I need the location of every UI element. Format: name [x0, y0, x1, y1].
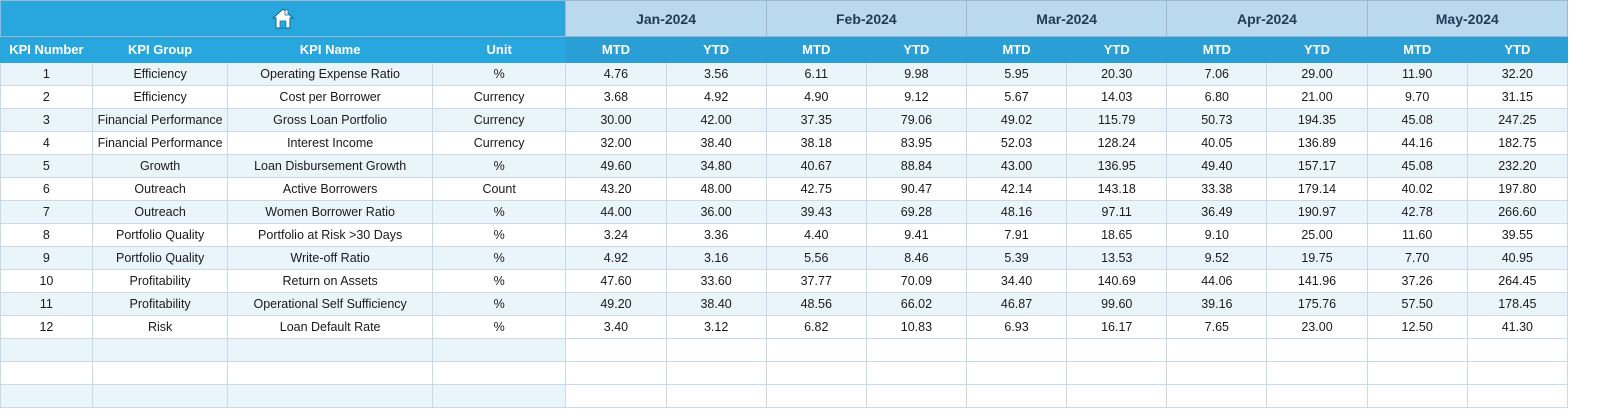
- cell-feb-ytd: 9.12: [866, 86, 966, 109]
- cell-mar-mtd: 5.39: [966, 247, 1066, 270]
- cell-jan-ytd: 38.40: [666, 132, 766, 155]
- cell-feb-mtd: 40.67: [766, 155, 866, 178]
- sheet-bottom-strip: [0, 408, 1568, 418]
- table-row: [1, 109, 1568, 132]
- cell-jan-ytd: 38.40: [666, 293, 766, 316]
- cell-kpi-group: Efficiency: [92, 63, 228, 86]
- cell-empty: [228, 385, 432, 408]
- cell-empty: [92, 385, 228, 408]
- cell-may-mtd: 42.78: [1367, 201, 1467, 224]
- cell-empty: [1267, 339, 1367, 362]
- cell-jan-mtd: 49.20: [566, 293, 666, 316]
- cell-kpi-group: Profitability: [92, 293, 228, 316]
- cell-mar-ytd: 16.17: [1067, 316, 1167, 339]
- cell-kpi-name: Operational Self Sufficiency: [228, 293, 432, 316]
- cell-kpi-name: Active Borrowers: [228, 178, 432, 201]
- cell-jan-mtd: 3.68: [566, 86, 666, 109]
- cell-kpi-group: Portfolio Quality: [92, 224, 228, 247]
- cell-kpi-number: 11: [1, 293, 93, 316]
- cell-mar-ytd: 115.79: [1067, 109, 1167, 132]
- cell-kpi-number: 12: [1, 316, 93, 339]
- cell-apr-ytd: 190.97: [1267, 201, 1367, 224]
- cell-feb-mtd: 5.56: [766, 247, 866, 270]
- column-header-feb-ytd[interactable]: YTD: [866, 37, 966, 63]
- cell-empty: [666, 339, 766, 362]
- cell-kpi-number: 2: [1, 86, 93, 109]
- table-row: [1, 316, 1568, 339]
- column-header-mar-ytd[interactable]: YTD: [1067, 37, 1167, 63]
- cell-empty: [866, 385, 966, 408]
- cell-mar-ytd: 97.11: [1067, 201, 1167, 224]
- month-band-mar: Mar-2024: [966, 1, 1166, 37]
- cell-may-ytd: 39.55: [1467, 224, 1567, 247]
- cell-mar-mtd: 46.87: [966, 293, 1066, 316]
- cell-mar-mtd: 5.95: [966, 63, 1066, 86]
- cell-empty: [1067, 362, 1167, 385]
- cell-unit: %: [432, 316, 566, 339]
- cell-unit: %: [432, 270, 566, 293]
- cell-mar-mtd: 43.00: [966, 155, 1066, 178]
- cell-empty: [1367, 339, 1467, 362]
- cell-mar-ytd: 143.18: [1067, 178, 1167, 201]
- cell-empty: [1467, 362, 1567, 385]
- cell-empty: [1367, 385, 1467, 408]
- cell-kpi-name: Write-off Ratio: [228, 247, 432, 270]
- cell-may-mtd: 12.50: [1367, 316, 1467, 339]
- cell-feb-mtd: 37.35: [766, 109, 866, 132]
- cell-feb-ytd: 8.46: [866, 247, 966, 270]
- cell-kpi-name: Portfolio at Risk >30 Days: [228, 224, 432, 247]
- cell-jan-ytd: 36.00: [666, 201, 766, 224]
- column-header-apr-ytd[interactable]: YTD: [1267, 37, 1367, 63]
- cell-unit: Currency: [432, 132, 566, 155]
- cell-empty: [666, 385, 766, 408]
- cell-apr-mtd: 7.06: [1167, 63, 1267, 86]
- cell-apr-ytd: 19.75: [1267, 247, 1367, 270]
- cell-kpi-name: Return on Assets: [228, 270, 432, 293]
- cell-may-ytd: 247.25: [1467, 109, 1567, 132]
- cell-jan-mtd: 49.60: [566, 155, 666, 178]
- cell-feb-ytd: 70.09: [866, 270, 966, 293]
- cell-may-mtd: 11.90: [1367, 63, 1467, 86]
- cell-empty: [1367, 362, 1467, 385]
- cell-may-ytd: 182.75: [1467, 132, 1567, 155]
- cell-empty: [92, 339, 228, 362]
- cell-empty: [566, 339, 666, 362]
- cell-empty: [766, 385, 866, 408]
- cell-unit: Currency: [432, 86, 566, 109]
- cell-empty: [766, 362, 866, 385]
- cell-unit: Currency: [432, 109, 566, 132]
- cell-may-ytd: 31.15: [1467, 86, 1567, 109]
- logo-cell[interactable]: [1, 1, 566, 37]
- cell-jan-mtd: 4.92: [566, 247, 666, 270]
- cell-feb-mtd: 6.11: [766, 63, 866, 86]
- cell-empty: [1, 362, 93, 385]
- month-band-jan: Jan-2024: [566, 1, 766, 37]
- table-row: [1, 224, 1568, 247]
- cell-may-mtd: 40.02: [1367, 178, 1467, 201]
- home-icon[interactable]: [270, 6, 296, 32]
- cell-apr-mtd: 49.40: [1167, 155, 1267, 178]
- column-header-kpi-name[interactable]: KPI Name: [228, 37, 432, 63]
- cell-apr-mtd: 33.38: [1167, 178, 1267, 201]
- cell-mar-mtd: 6.93: [966, 316, 1066, 339]
- cell-feb-ytd: 69.28: [866, 201, 966, 224]
- cell-kpi-name: Loan Default Rate: [228, 316, 432, 339]
- cell-feb-mtd: 6.82: [766, 316, 866, 339]
- table-row: [1, 63, 1568, 86]
- cell-empty: [866, 339, 966, 362]
- cell-empty: [432, 385, 566, 408]
- cell-empty: [966, 339, 1066, 362]
- cell-kpi-group: Financial Performance: [92, 109, 228, 132]
- cell-jan-ytd: 4.92: [666, 86, 766, 109]
- cell-apr-ytd: 21.00: [1267, 86, 1367, 109]
- column-header-kpi-number[interactable]: KPI Number: [1, 37, 93, 63]
- month-band-row: [1, 1, 1568, 37]
- cell-kpi-number: 1: [1, 63, 93, 86]
- column-header-may-ytd[interactable]: YTD: [1467, 37, 1567, 63]
- cell-kpi-group: Outreach: [92, 201, 228, 224]
- cell-empty: [966, 362, 1066, 385]
- cell-empty: [966, 385, 1066, 408]
- cell-kpi-number: 10: [1, 270, 93, 293]
- table-row: [1, 132, 1568, 155]
- cell-jan-mtd: 4.76: [566, 63, 666, 86]
- cell-empty: [432, 362, 566, 385]
- cell-may-ytd: 40.95: [1467, 247, 1567, 270]
- cell-feb-ytd: 66.02: [866, 293, 966, 316]
- month-band-feb: Feb-2024: [766, 1, 966, 37]
- cell-may-mtd: 57.50: [1367, 293, 1467, 316]
- cell-kpi-name: Operating Expense Ratio: [228, 63, 432, 86]
- cell-may-ytd: 264.45: [1467, 270, 1567, 293]
- cell-jan-mtd: 3.24: [566, 224, 666, 247]
- cell-kpi-name: Gross Loan Portfolio: [228, 109, 432, 132]
- cell-apr-mtd: 40.05: [1167, 132, 1267, 155]
- cell-jan-mtd: 47.60: [566, 270, 666, 293]
- cell-kpi-group: Profitability: [92, 270, 228, 293]
- cell-kpi-name: Interest Income: [228, 132, 432, 155]
- cell-empty: [566, 362, 666, 385]
- cell-empty: [1267, 362, 1367, 385]
- cell-kpi-number: 8: [1, 224, 93, 247]
- cell-unit: Count: [432, 178, 566, 201]
- cell-mar-mtd: 49.02: [966, 109, 1066, 132]
- cell-may-mtd: 37.26: [1367, 270, 1467, 293]
- cell-kpi-name: Women Borrower Ratio: [228, 201, 432, 224]
- cell-feb-ytd: 9.41: [866, 224, 966, 247]
- cell-feb-ytd: 88.84: [866, 155, 966, 178]
- table-row: [1, 155, 1568, 178]
- month-band-apr: Apr-2024: [1167, 1, 1367, 37]
- cell-jan-ytd: 48.00: [666, 178, 766, 201]
- column-header-jan-ytd[interactable]: YTD: [666, 37, 766, 63]
- cell-may-mtd: 45.08: [1367, 155, 1467, 178]
- cell-kpi-name: Cost per Borrower: [228, 86, 432, 109]
- cell-mar-mtd: 5.67: [966, 86, 1066, 109]
- cell-feb-mtd: 39.43: [766, 201, 866, 224]
- cell-may-mtd: 45.08: [1367, 109, 1467, 132]
- cell-empty: [566, 385, 666, 408]
- cell-unit: %: [432, 63, 566, 86]
- cell-jan-ytd: 3.12: [666, 316, 766, 339]
- cell-jan-mtd: 44.00: [566, 201, 666, 224]
- cell-mar-ytd: 99.60: [1067, 293, 1167, 316]
- cell-empty: [432, 339, 566, 362]
- cell-jan-ytd: 3.16: [666, 247, 766, 270]
- cell-mar-mtd: 48.16: [966, 201, 1066, 224]
- table-row-empty: [1, 385, 1568, 408]
- cell-empty: [866, 362, 966, 385]
- cell-kpi-name: Loan Disbursement Growth: [228, 155, 432, 178]
- cell-may-ytd: 32.20: [1467, 63, 1567, 86]
- cell-feb-mtd: 38.18: [766, 132, 866, 155]
- cell-kpi-number: 5: [1, 155, 93, 178]
- cell-feb-ytd: 9.98: [866, 63, 966, 86]
- cell-mar-ytd: 128.24: [1067, 132, 1167, 155]
- cell-mar-ytd: 20.30: [1067, 63, 1167, 86]
- cell-empty: [1067, 339, 1167, 362]
- cell-feb-ytd: 90.47: [866, 178, 966, 201]
- cell-empty: [1167, 362, 1267, 385]
- cell-apr-mtd: 7.65: [1167, 316, 1267, 339]
- cell-empty: [1167, 385, 1267, 408]
- cell-jan-mtd: 32.00: [566, 132, 666, 155]
- cell-apr-ytd: 175.76: [1267, 293, 1367, 316]
- cell-kpi-group: Financial Performance: [92, 132, 228, 155]
- cell-mar-ytd: 14.03: [1067, 86, 1167, 109]
- cell-feb-ytd: 83.95: [866, 132, 966, 155]
- cell-unit: %: [432, 155, 566, 178]
- cell-jan-mtd: 43.20: [566, 178, 666, 201]
- table-row: [1, 178, 1568, 201]
- cell-mar-mtd: 34.40: [966, 270, 1066, 293]
- cell-empty: [228, 339, 432, 362]
- column-header-mar-mtd[interactable]: MTD: [966, 37, 1066, 63]
- cell-kpi-number: 7: [1, 201, 93, 224]
- cell-unit: %: [432, 224, 566, 247]
- column-header-kpi-group[interactable]: KPI Group: [92, 37, 228, 63]
- cell-empty: [1467, 339, 1567, 362]
- cell-mar-ytd: 140.69: [1067, 270, 1167, 293]
- cell-apr-mtd: 9.52: [1167, 247, 1267, 270]
- cell-unit: %: [432, 201, 566, 224]
- cell-kpi-group: Efficiency: [92, 86, 228, 109]
- cell-apr-mtd: 9.10: [1167, 224, 1267, 247]
- cell-jan-ytd: 34.80: [666, 155, 766, 178]
- cell-kpi-number: 3: [1, 109, 93, 132]
- cell-empty: [92, 362, 228, 385]
- cell-feb-mtd: 42.75: [766, 178, 866, 201]
- cell-kpi-group: Growth: [92, 155, 228, 178]
- cell-unit: %: [432, 293, 566, 316]
- cell-mar-ytd: 18.65: [1067, 224, 1167, 247]
- cell-empty: [766, 339, 866, 362]
- cell-may-mtd: 7.70: [1367, 247, 1467, 270]
- cell-empty: [1267, 385, 1367, 408]
- cell-jan-mtd: 30.00: [566, 109, 666, 132]
- cell-empty: [1067, 385, 1167, 408]
- cell-may-mtd: 44.16: [1367, 132, 1467, 155]
- cell-feb-ytd: 79.06: [866, 109, 966, 132]
- cell-may-mtd: 11.60: [1367, 224, 1467, 247]
- cell-may-ytd: 41.30: [1467, 316, 1567, 339]
- cell-empty: [1167, 339, 1267, 362]
- cell-apr-ytd: 136.89: [1267, 132, 1367, 155]
- table-row: [1, 270, 1568, 293]
- cell-may-ytd: 266.60: [1467, 201, 1567, 224]
- cell-jan-mtd: 3.40: [566, 316, 666, 339]
- cell-apr-ytd: 157.17: [1267, 155, 1367, 178]
- cell-mar-ytd: 13.53: [1067, 247, 1167, 270]
- cell-feb-ytd: 10.83: [866, 316, 966, 339]
- cell-kpi-group: Outreach: [92, 178, 228, 201]
- cell-empty: [1, 385, 93, 408]
- column-header-apr-mtd[interactable]: MTD: [1167, 37, 1267, 63]
- column-header-feb-mtd[interactable]: MTD: [766, 37, 866, 63]
- column-header-unit[interactable]: Unit: [432, 37, 566, 63]
- cell-apr-mtd: 44.06: [1167, 270, 1267, 293]
- cell-empty: [1467, 385, 1567, 408]
- month-band-may: May-2024: [1367, 1, 1567, 37]
- cell-apr-mtd: 39.16: [1167, 293, 1267, 316]
- cell-jan-ytd: 3.36: [666, 224, 766, 247]
- cell-kpi-number: 9: [1, 247, 93, 270]
- cell-empty: [666, 362, 766, 385]
- cell-empty: [228, 362, 432, 385]
- cell-kpi-group: Risk: [92, 316, 228, 339]
- cell-may-ytd: 232.20: [1467, 155, 1567, 178]
- cell-kpi-number: 4: [1, 132, 93, 155]
- cell-feb-mtd: 4.90: [766, 86, 866, 109]
- cell-apr-ytd: 194.35: [1267, 109, 1367, 132]
- table-row: [1, 293, 1568, 316]
- column-header-jan-mtd[interactable]: MTD: [566, 37, 666, 63]
- cell-apr-ytd: 141.96: [1267, 270, 1367, 293]
- table-row: [1, 247, 1568, 270]
- cell-may-ytd: 178.45: [1467, 293, 1567, 316]
- cell-unit: %: [432, 247, 566, 270]
- cell-may-mtd: 9.70: [1367, 86, 1467, 109]
- cell-mar-ytd: 136.95: [1067, 155, 1167, 178]
- cell-jan-ytd: 33.60: [666, 270, 766, 293]
- cell-kpi-number: 6: [1, 178, 93, 201]
- table-row-empty: [1, 362, 1568, 385]
- cell-may-ytd: 197.80: [1467, 178, 1567, 201]
- table-row-empty: [1, 339, 1568, 362]
- cell-empty: [1, 339, 93, 362]
- table-row: [1, 86, 1568, 109]
- cell-mar-mtd: 7.91: [966, 224, 1066, 247]
- cell-jan-ytd: 3.56: [666, 63, 766, 86]
- cell-apr-mtd: 36.49: [1167, 201, 1267, 224]
- cell-kpi-group: Portfolio Quality: [92, 247, 228, 270]
- cell-apr-mtd: 50.73: [1167, 109, 1267, 132]
- cell-feb-mtd: 37.77: [766, 270, 866, 293]
- cell-feb-mtd: 48.56: [766, 293, 866, 316]
- cell-feb-mtd: 4.40: [766, 224, 866, 247]
- cell-mar-mtd: 42.14: [966, 178, 1066, 201]
- column-header-may-mtd[interactable]: MTD: [1367, 37, 1467, 63]
- cell-apr-ytd: 23.00: [1267, 316, 1367, 339]
- table-header-row: [1, 37, 1568, 63]
- cell-apr-ytd: 25.00: [1267, 224, 1367, 247]
- cell-apr-mtd: 6.80: [1167, 86, 1267, 109]
- cell-apr-ytd: 179.14: [1267, 178, 1367, 201]
- table-row: [1, 201, 1568, 224]
- cell-jan-ytd: 42.00: [666, 109, 766, 132]
- cell-apr-ytd: 29.00: [1267, 63, 1367, 86]
- cell-mar-mtd: 52.03: [966, 132, 1066, 155]
